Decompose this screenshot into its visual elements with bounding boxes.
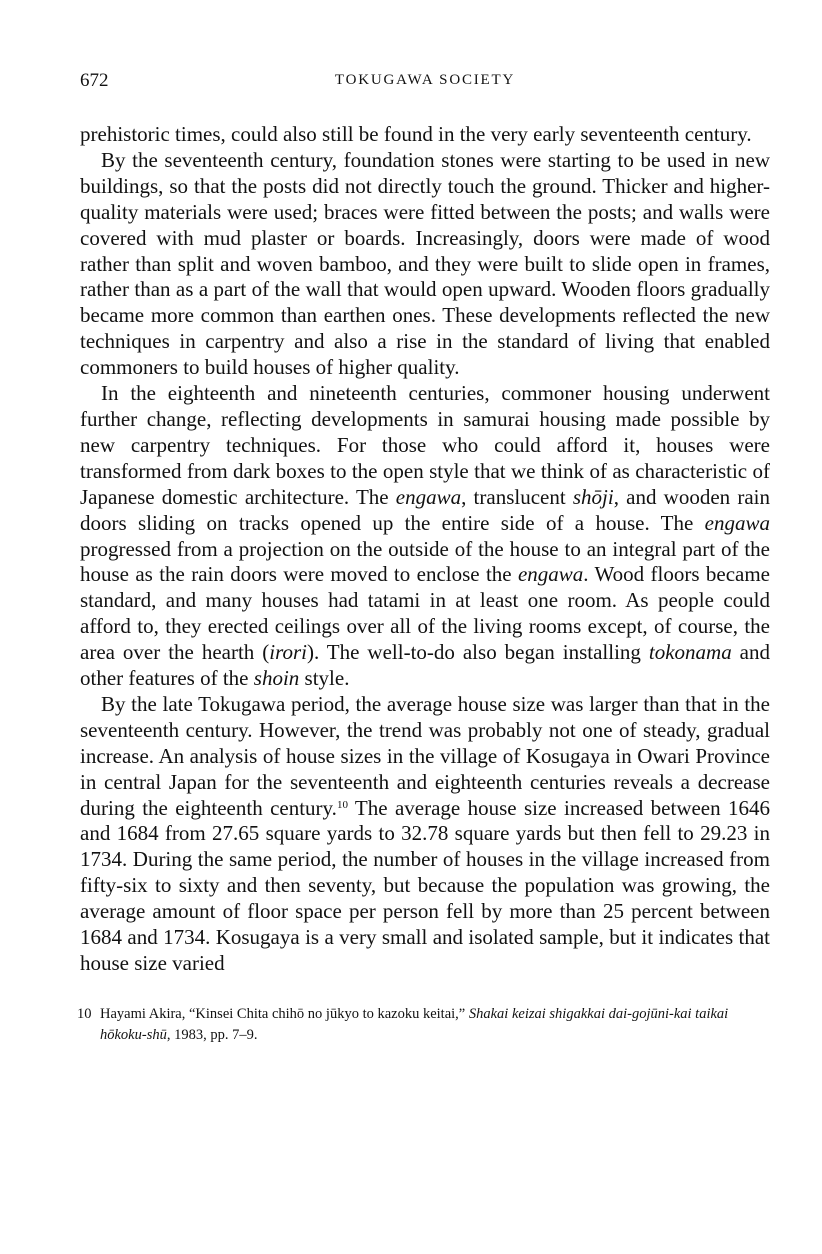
text-run: . Wood floors became standard, and many houses had tatami in at least one room. As people could afford to, they erected ceilings over all of the living rooms except, of course, the area over the hearth ( [80,562,770,665]
footnote-10 [77,1004,770,1046]
footnote-source-title: Shakai keizai shigakkai dai-gojūni-kai taikai hōkoku-shū [100,1005,729,1043]
footnote-text: , 1983, pp. 7–9. [166,1026,258,1043]
term-shoji: shōji [572,484,614,509]
paragraph-2: By the seventeenth century, foundation stones were starting to be used in new buildings, so that the posts did not directly touch the ground. Thicker and higher-quality materials were used; braces were fitted between the posts; and walls were covered with mud plaster or boards. Increasingly, doors were made of wood rather than split and woven bamboo, and they were built to slide open in frames, rather than as a part of the wall that would open upward. Wooden floors gradually became more common than earthen ones. These developments reflected the new techniques in carpentry and also a rise in the standard of living that enabled commoners to build houses of higher quality. [80,147,770,380]
paragraph-1: prehistoric times, could also still be found in the very early seventeenth century. [80,122,752,146]
text-run: and other features of the [80,640,771,691]
running-title: TOKUGAWA SOCIETY [334,72,516,88]
book-page [77,70,771,1046]
paragraph-3 [80,381,770,692]
text-run: By the late Tokugawa period, the average house size was larger than that in the seventeenth century. However, the trend was probably not one of steady, gradual increase. An analysis of house sizes in the village of Kosugaya in Owari Province in central Japan for the seventeenth and eighteenth centuries reveals a decrease during the eighteenth century. [80,691,770,820]
text-run: , translucent [461,484,573,509]
text-run: ). The well-to-do also began installing [306,640,649,665]
footnote-number: 10 [77,1005,92,1022]
term-engawa: engawa [704,510,770,535]
body-text [80,122,770,977]
text-run: The average house size increased between 1646 and 1684 from 27.65 square yards to 32.78 square yards but then fell to 29.23 in 1734. During the same period, the number of houses in the village increased from fifty-six to sixty and then seventy, but because the population was growing, the average amount of floor space per person fell by more than 25 percent between 1684 and 1734. Kosugaya is a very small and isolated sample, but it indicates that house size varied [80,795,770,975]
paragraph-4 [80,692,770,977]
running-head [80,70,770,100]
footnote-reference[interactable]: 10 [336,798,348,811]
page-number: 672 [80,70,109,91]
term-shoin: shoin [253,666,300,691]
text-run: progressed from a projection on the outside of the house to an integral part of the house as the rain doors were moved to enclose the [80,536,770,587]
text-run: In the eighteenth and nineteenth centuries, commoner housing underwent further change, reflecting developments in samurai housing made possible by new carpentry techniques. For those who could afford it, houses were transformed from dark boxes to the open style that we think of as characteristic of Japanese domestic architecture. The [80,381,770,509]
text-run: , and wooden rain doors sliding on tracks opened up the entire side of a house. The [80,484,770,535]
footnotes [77,1004,770,1046]
term-irori: irori [269,640,307,665]
footnote-text: Hayami Akira, “Kinsei Chita chihō no jūkyo to kazoku keitai,” [100,1005,469,1022]
term-engawa: engawa [517,562,584,587]
term-engawa: engawa [395,484,462,509]
term-tokonama: tokonama [648,640,732,665]
text-run: style. [299,666,350,691]
